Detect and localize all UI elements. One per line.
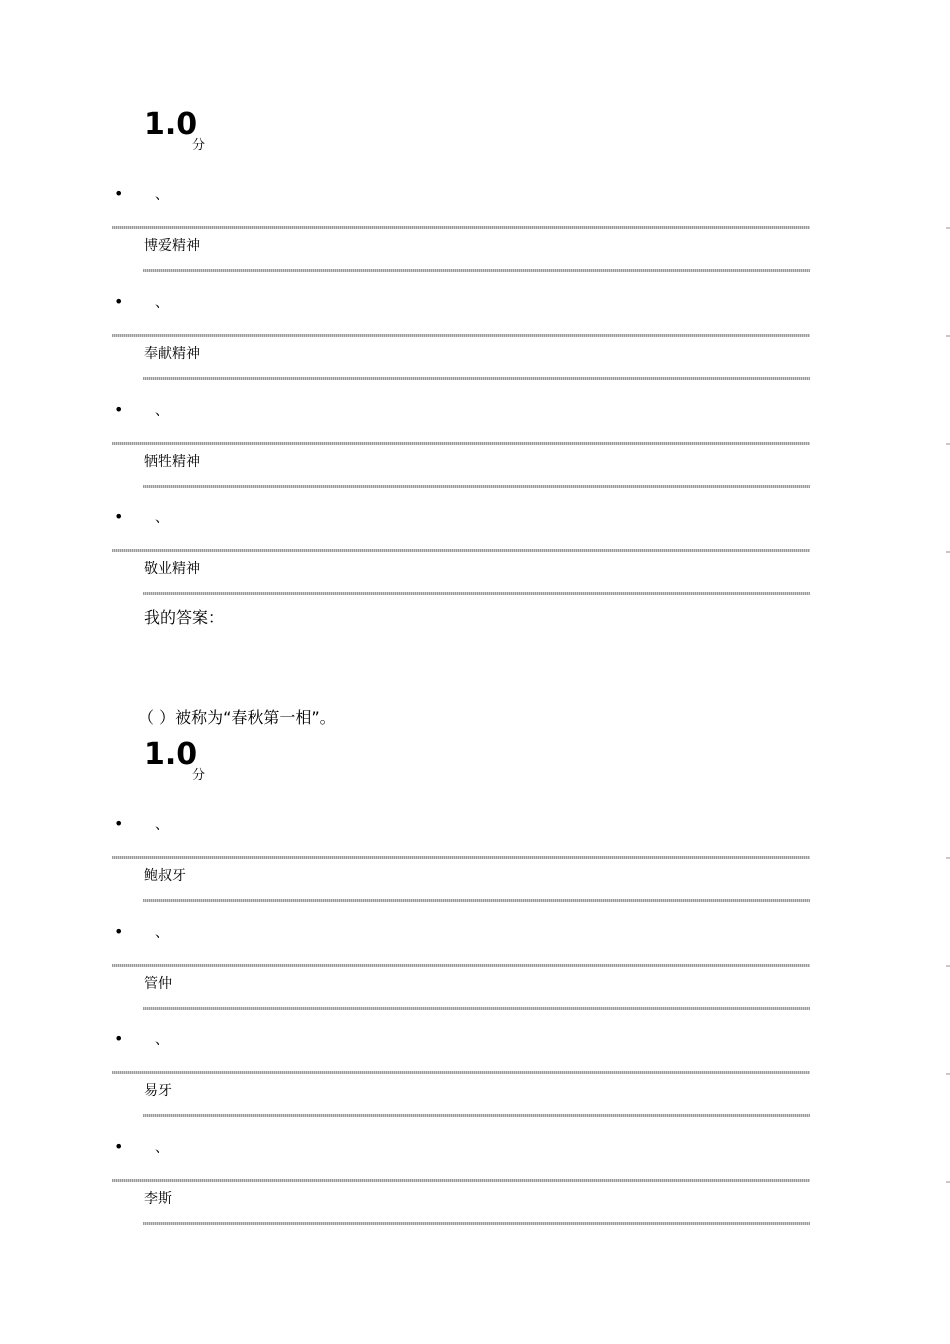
bullet-icon: •	[114, 507, 124, 526]
edge-mark	[946, 335, 950, 337]
bullet-icon: •	[114, 184, 124, 203]
divider	[112, 1179, 810, 1182]
option-label: 奉献精神	[144, 346, 200, 362]
divider	[143, 899, 810, 902]
edge-mark	[946, 227, 950, 229]
option-separator: 、	[155, 817, 169, 833]
score-value: 1.0	[144, 107, 198, 142]
option-c[interactable]	[110, 396, 810, 488]
edge-mark	[946, 1073, 950, 1075]
divider	[112, 1071, 810, 1074]
option-label: 管仲	[144, 976, 172, 992]
my-answer-label: 我的答案：	[144, 608, 225, 627]
score-unit: 分	[192, 768, 206, 783]
divider	[112, 226, 810, 229]
option-a[interactable]	[110, 180, 810, 272]
divider	[143, 1114, 810, 1117]
divider	[143, 592, 810, 595]
bullet-icon: •	[114, 1029, 124, 1048]
edge-mark	[946, 551, 950, 553]
edge-mark	[946, 857, 950, 859]
edge-mark	[946, 965, 950, 967]
option-separator: 、	[155, 403, 169, 419]
option-d[interactable]	[110, 503, 810, 595]
question-1	[0, 0, 950, 640]
divider	[112, 549, 810, 552]
score-unit: 分	[192, 138, 206, 153]
bullet-icon: •	[114, 922, 124, 941]
option-c[interactable]	[110, 1025, 810, 1117]
bullet-icon: •	[114, 292, 124, 311]
score-value: 1.0	[144, 737, 198, 772]
option-d[interactable]	[110, 1133, 810, 1225]
option-separator: 、	[155, 1140, 169, 1156]
option-label: 易牙	[144, 1083, 172, 1099]
option-label: 鲍叔牙	[144, 868, 186, 884]
edge-mark	[946, 1181, 950, 1183]
divider	[143, 269, 810, 272]
divider	[143, 485, 810, 488]
option-label: 敬业精神	[144, 561, 200, 577]
divider	[112, 442, 810, 445]
bullet-icon: •	[114, 400, 124, 419]
divider	[112, 964, 810, 967]
option-label: 李斯	[144, 1191, 172, 1207]
option-separator: 、	[155, 187, 169, 203]
divider	[112, 334, 810, 337]
option-a[interactable]	[110, 810, 810, 902]
option-separator: 、	[155, 925, 169, 941]
option-separator: 、	[155, 295, 169, 311]
divider	[143, 377, 810, 380]
bullet-icon: •	[114, 1137, 124, 1156]
option-b[interactable]	[110, 288, 810, 380]
bullet-icon: •	[114, 814, 124, 833]
question-text: （ ）被称为“春秋第一相”。	[138, 708, 336, 727]
edge-mark	[946, 443, 950, 445]
divider	[112, 856, 810, 859]
option-separator: 、	[155, 1032, 169, 1048]
divider	[143, 1007, 810, 1010]
option-separator: 、	[155, 510, 169, 526]
option-b[interactable]	[110, 918, 810, 1010]
option-label: 博爱精神	[144, 238, 200, 254]
divider	[143, 1222, 810, 1225]
option-label: 牺牲精神	[144, 454, 200, 470]
